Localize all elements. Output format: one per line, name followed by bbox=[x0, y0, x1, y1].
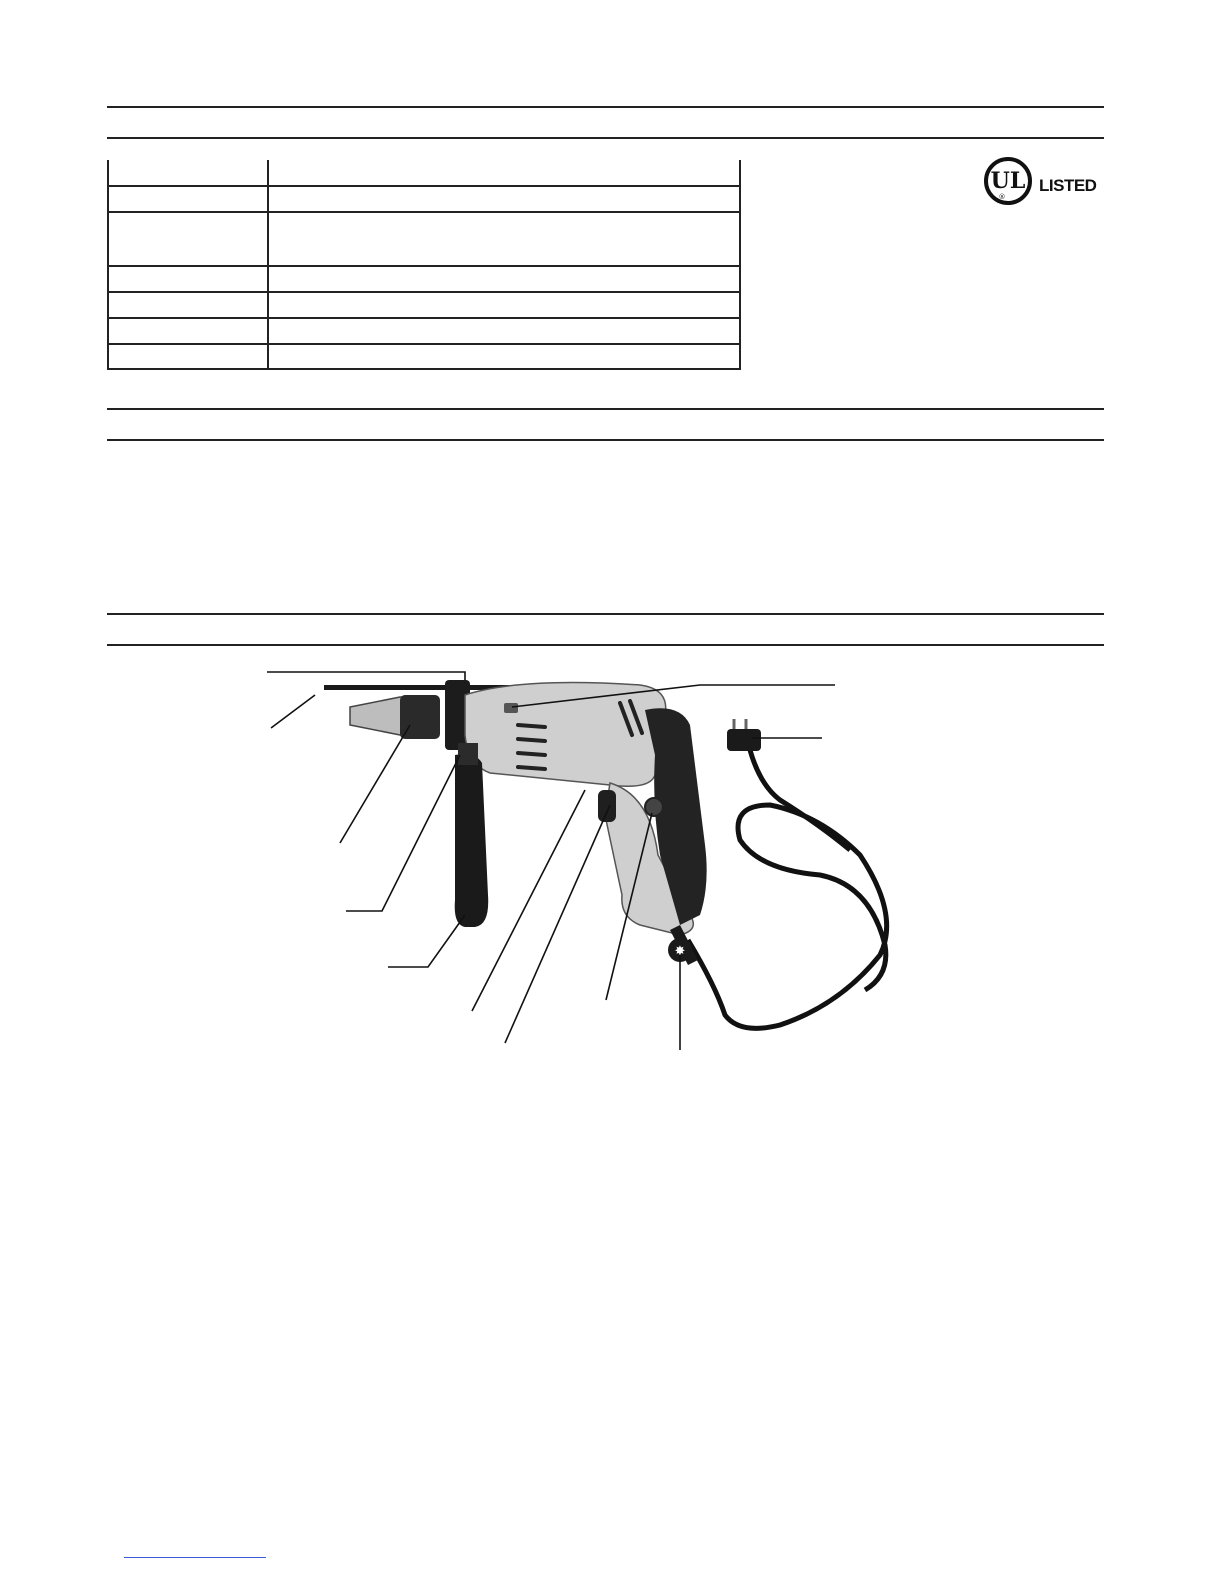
chuck bbox=[350, 697, 408, 735]
callout-line bbox=[340, 725, 410, 843]
callout-line bbox=[346, 755, 460, 911]
trigger bbox=[598, 790, 616, 822]
ul-listed-word: LISTED bbox=[1039, 176, 1097, 195]
callout-line bbox=[505, 805, 610, 1043]
section-rule-mid-2 bbox=[107, 439, 1104, 441]
footer-link-underline[interactable] bbox=[124, 1557, 266, 1558]
hammer-drill-illustration bbox=[260, 655, 900, 1055]
ul-letters: UL bbox=[990, 168, 1026, 194]
table-row-divider bbox=[107, 291, 741, 293]
section-rule-top-2 bbox=[107, 137, 1104, 139]
callout-line bbox=[267, 672, 465, 680]
side-handle bbox=[455, 754, 489, 927]
power-cord-2 bbox=[750, 750, 850, 850]
section-rule-lower-2 bbox=[107, 644, 1104, 646]
side-handle-neck bbox=[458, 743, 478, 765]
ul-registered-mark: ® bbox=[998, 193, 1006, 201]
drill-body bbox=[465, 683, 666, 787]
table-row-divider bbox=[107, 317, 741, 319]
plug bbox=[727, 729, 761, 751]
power-cord bbox=[688, 805, 887, 1028]
lock-on-button bbox=[645, 798, 663, 816]
table-bottom-border bbox=[107, 368, 741, 370]
callout-line bbox=[271, 695, 315, 728]
section-rule-lower-1 bbox=[107, 613, 1104, 615]
mode-selector bbox=[504, 703, 518, 713]
table-row-divider bbox=[107, 265, 741, 267]
section-rule-mid-1 bbox=[107, 408, 1104, 410]
table-row-divider bbox=[107, 211, 741, 213]
table-row-divider bbox=[107, 185, 741, 187]
section-rule-top-1 bbox=[107, 106, 1104, 108]
callout-line bbox=[388, 915, 465, 967]
cord-tag-star: ✸ bbox=[674, 944, 686, 959]
table-row-divider bbox=[107, 343, 741, 345]
